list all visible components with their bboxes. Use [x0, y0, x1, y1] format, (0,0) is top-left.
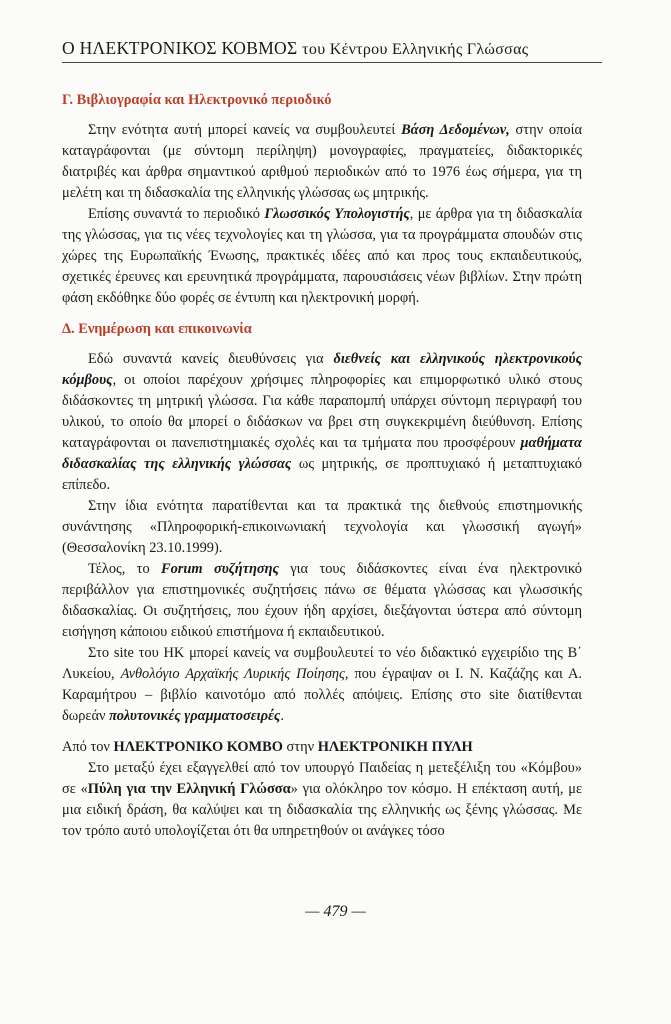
emphasis-database: Βάση Δεδομένων, — [401, 122, 510, 138]
emphasis-journal: Γλωσσικός Υπολογιστής — [264, 206, 410, 222]
running-header — [62, 38, 602, 63]
emphasis-portals: διεθνείς και ελληνικούς ηλεκτρονικούς κόμβους — [62, 351, 583, 388]
page-content — [62, 90, 582, 842]
portal-heading: Από τον ΗΛΕΚΤΡΟΝΙΚΟ ΚΟΜΒΟ στην ΗΛΕΚΤΡΟΝΙΚΗ ΠΥΛΗ — [62, 739, 473, 755]
section-d-paragraph-2: Στην ίδια ενότητα παρατίθενται και τα πρακτικά της διεθνούς επιστημονικής συνάντησης «Πληροφορική-επικοινωνιακή τεχνολογία και γλωσσική αγωγή» (Θεσσαλονίκη 23.10.1999). — [62, 498, 582, 556]
section-d-paragraph-3: Τέλος, το Forum συζήτησης για τους διδάσκοντες είναι ένα ηλεκτρονικό περιβάλλον για επιστημονικές συζητήσεις πάνω σε θέματα γλώσσας και γλωσσικής διδασκαλίας. Οι συζητήσεις, που έχουν ήδη αρχίσει, διεξάγονται ύστερα από σύντομη εισήγηση κάποιου ειδικού επιστήμονα ή εκπαιδευτικού. — [62, 561, 582, 640]
section-d-heading: Δ. Ενημέρωση και επικοινωνία — [62, 321, 252, 337]
page-number: — 479 — — [305, 903, 366, 920]
section-g-paragraph-2: Επίσης συναντά το περιοδικό Γλωσσικός Υπολογιστής, με άρθρα για τη διδασκαλία της γλώσσας, για τις νέες τεχνολογίες και τη γλώσσα, για τα προγράμματα σπουδών στις χώρες της Ευρωπαϊκής Ένωσης, πρακτικές ιδέες από και προς τους εκπαιδευτικούς, σχετικές έρευνες και ερευνητικά προγράμματα, παρουσιάσεις νέων βιβλίων. Στην πρώτη φάση εκδόθηκε δύο φορές σε έντυπη και ηλεκτρονική μορφή. — [62, 206, 582, 306]
section-g-paragraph-1: Στην ενότητα αυτή μπορεί κανείς να συμβουλευτεί Βάση Δεδομένων, στην οποία καταγράφονται (με σύντομη περίληψη) μονογραφίες, πραγματείες, διδακτορικές διατριβές και άρθρα σημαντικού αριθμού περιοδικών από το 1976 έως σήμερα, για τη μελέτη και τη διδασκαλία της ελληνικής γλώσσας ως μητρικής. — [62, 122, 582, 201]
emphasis-courses: μαθήματα διδασκαλίας της ελληνικής γλώσσας — [62, 435, 582, 472]
section-d-paragraph-4: Στο site του ΗΚ μπορεί κανείς να συμβουλευτεί το νέο διδακτικό εγχειρίδιο της Β΄ Λυκείου, Ανθολόγιο Αρχαϊκής Λυρικής Ποίησης, που έγραψαν οι Ι. Ν. Καζάζης και Α. Καραμήτρου – βιβλίο καινοτόμο από πολλές απόψεις. Επίσης στο site διατίθενται δωρεάν πολυτονικές γραμματοσειρές. — [62, 645, 582, 724]
emphasis-fonts: πολυτονικές γραμματοσειρές — [109, 708, 281, 724]
running-header-caps: Ο ΗΛΕΚΤΡΟΝΙΚΟΣ ΚΟΒΜΟΣ — [62, 38, 298, 58]
section-g-heading: Γ. Βιβλιογραφία και Ηλεκτρονικό περιοδικό — [62, 92, 332, 108]
book-title: Ανθολόγιο Αρχαϊκής Λυρικής Ποίησης — [120, 666, 345, 682]
emphasis-forum: Forum συζήτησης — [161, 561, 279, 577]
section-d-paragraph-1: Εδώ συναντά κανείς διευθύνσεις για διεθνείς και ελληνικούς ηλεκτρονικούς κόμβους, οι οποίοι παρέχουν χρήσιμες πληροφορίες και επιμορφωτικό υλικό στους διδάσκοντες τη μητρική γλώσσα. Για κάθε παραπομπή υπάρχει σύντομη περιγραφή του υλικού, το οποίο θα μπορεί ο διδάσκων να βρει στη συγκεκριμένη διεύθυνση. Επίσης καταγράφονται οι πανεπιστημιακές σχολές και τα τμήματα που προσφέρουν μαθήματα διδασκαλίας της ελληνικής γλώσσας ως μητρικής, σε προπτυχιακό ή μεταπτυχιακό επίπεδο. — [62, 351, 583, 493]
portal-paragraph: Στο μεταξύ έχει εξαγγελθεί από τον υπουργό Παιδείας η μετεξέλιξη του «Κόμβου» σε «Πύλη για την Ελληνική Γλώσσα» για ολόκληρο τον κόσμο. Η επέκταση αυτή, με μια ειδική δράση, θα καλύψει και τη διδασκαλία της ελληνικής ως ξένης γλώσσας. Με τον τρόπο αυτό υπολογίζεται ότι θα υπηρετηθούν οι ανάγκες τόσο — [62, 760, 582, 839]
running-header-rest: του Κέντρου Ελληνικής Γλώσσας — [302, 41, 529, 58]
emphasis-portal: Πύλη για την Ελληνική Γλώσσα — [87, 781, 291, 797]
